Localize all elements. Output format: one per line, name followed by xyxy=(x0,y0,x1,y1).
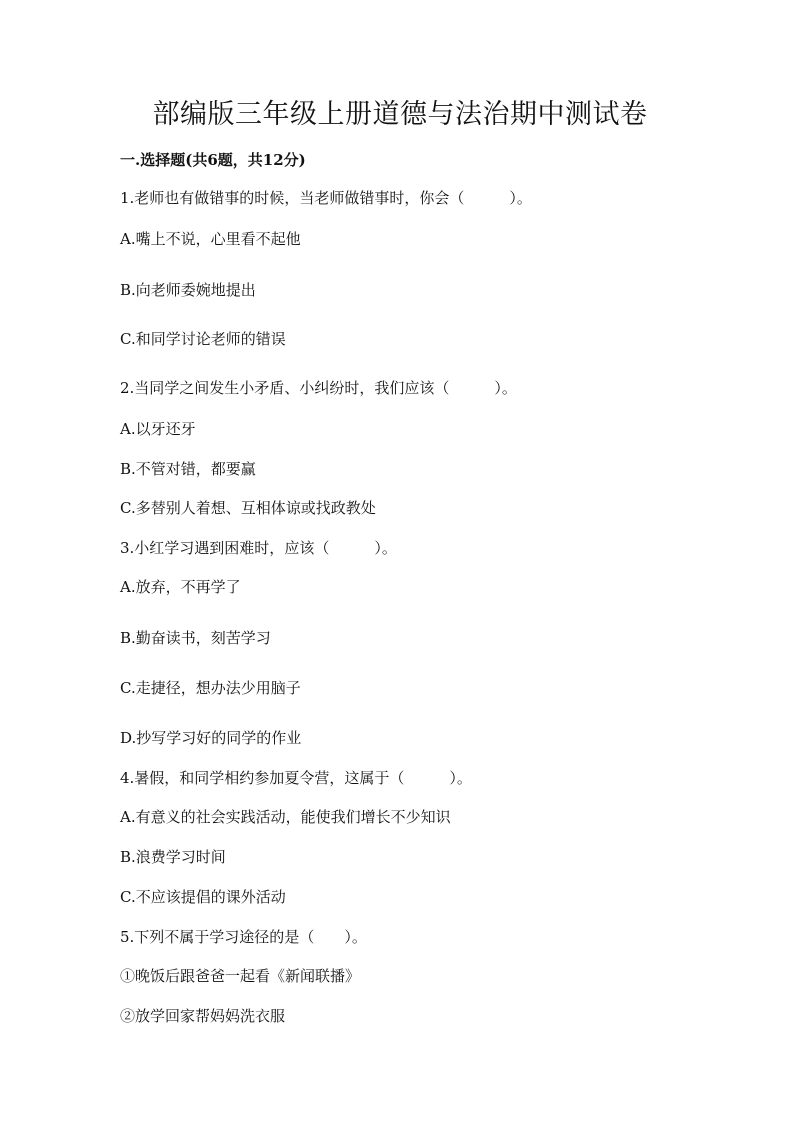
question-1-option-c: C.和同学讨论老师的错误 xyxy=(120,330,286,348)
question-1-stem: 1.老师也有做错事的时候，当老师做错事时，你会（ ）。 xyxy=(120,189,532,207)
question-4-option-a: A.有意义的社会实践活动，能使我们增长不少知识 xyxy=(120,808,451,826)
question-1-option-b: B.向老师委婉地提出 xyxy=(120,281,256,299)
question-2-option-b: B.不管对错，都要赢 xyxy=(120,460,256,478)
question-5-stem: 5.下列不属于学习途径的是（ ）。 xyxy=(120,928,367,946)
question-5-item-2: ②放学回家帮妈妈洗衣服 xyxy=(120,1007,286,1025)
question-4-option-c: C.不应该提倡的课外活动 xyxy=(120,888,286,906)
section-heading: 一.选择题(共6题，共12分) xyxy=(120,151,306,169)
document-title: 部编版三年级上册道德与法治期中测试卷 xyxy=(152,99,648,130)
question-1-option-a: A.嘴上不说，心里看不起他 xyxy=(120,230,301,248)
question-3-option-b: B.勤奋读书，刻苦学习 xyxy=(120,629,271,647)
question-3-option-d: D.抄写学习好的同学的作业 xyxy=(120,729,302,747)
question-4-stem: 4.暑假，和同学相约参加夏令营，这属于（ ）。 xyxy=(120,769,472,787)
question-2-option-a: A.以牙还牙 xyxy=(120,420,196,438)
question-5-item-1: ①晚饭后跟爸爸一起看《新闻联播》 xyxy=(120,967,361,985)
question-2-stem: 2.当同学之间发生小矛盾、小纠纷时，我们应该（ ）。 xyxy=(120,379,517,397)
question-4-option-b: B.浪费学习时间 xyxy=(120,848,226,866)
question-3-stem: 3.小红学习遇到困难时，应该（ ）。 xyxy=(120,539,397,557)
question-3-option-a: A.放弃，不再学了 xyxy=(120,578,241,596)
question-3-option-c: C.走捷径，想办法少用脑子 xyxy=(120,679,301,697)
question-2-option-c: C.多替别人着想、互相体谅或找政教处 xyxy=(120,499,376,517)
